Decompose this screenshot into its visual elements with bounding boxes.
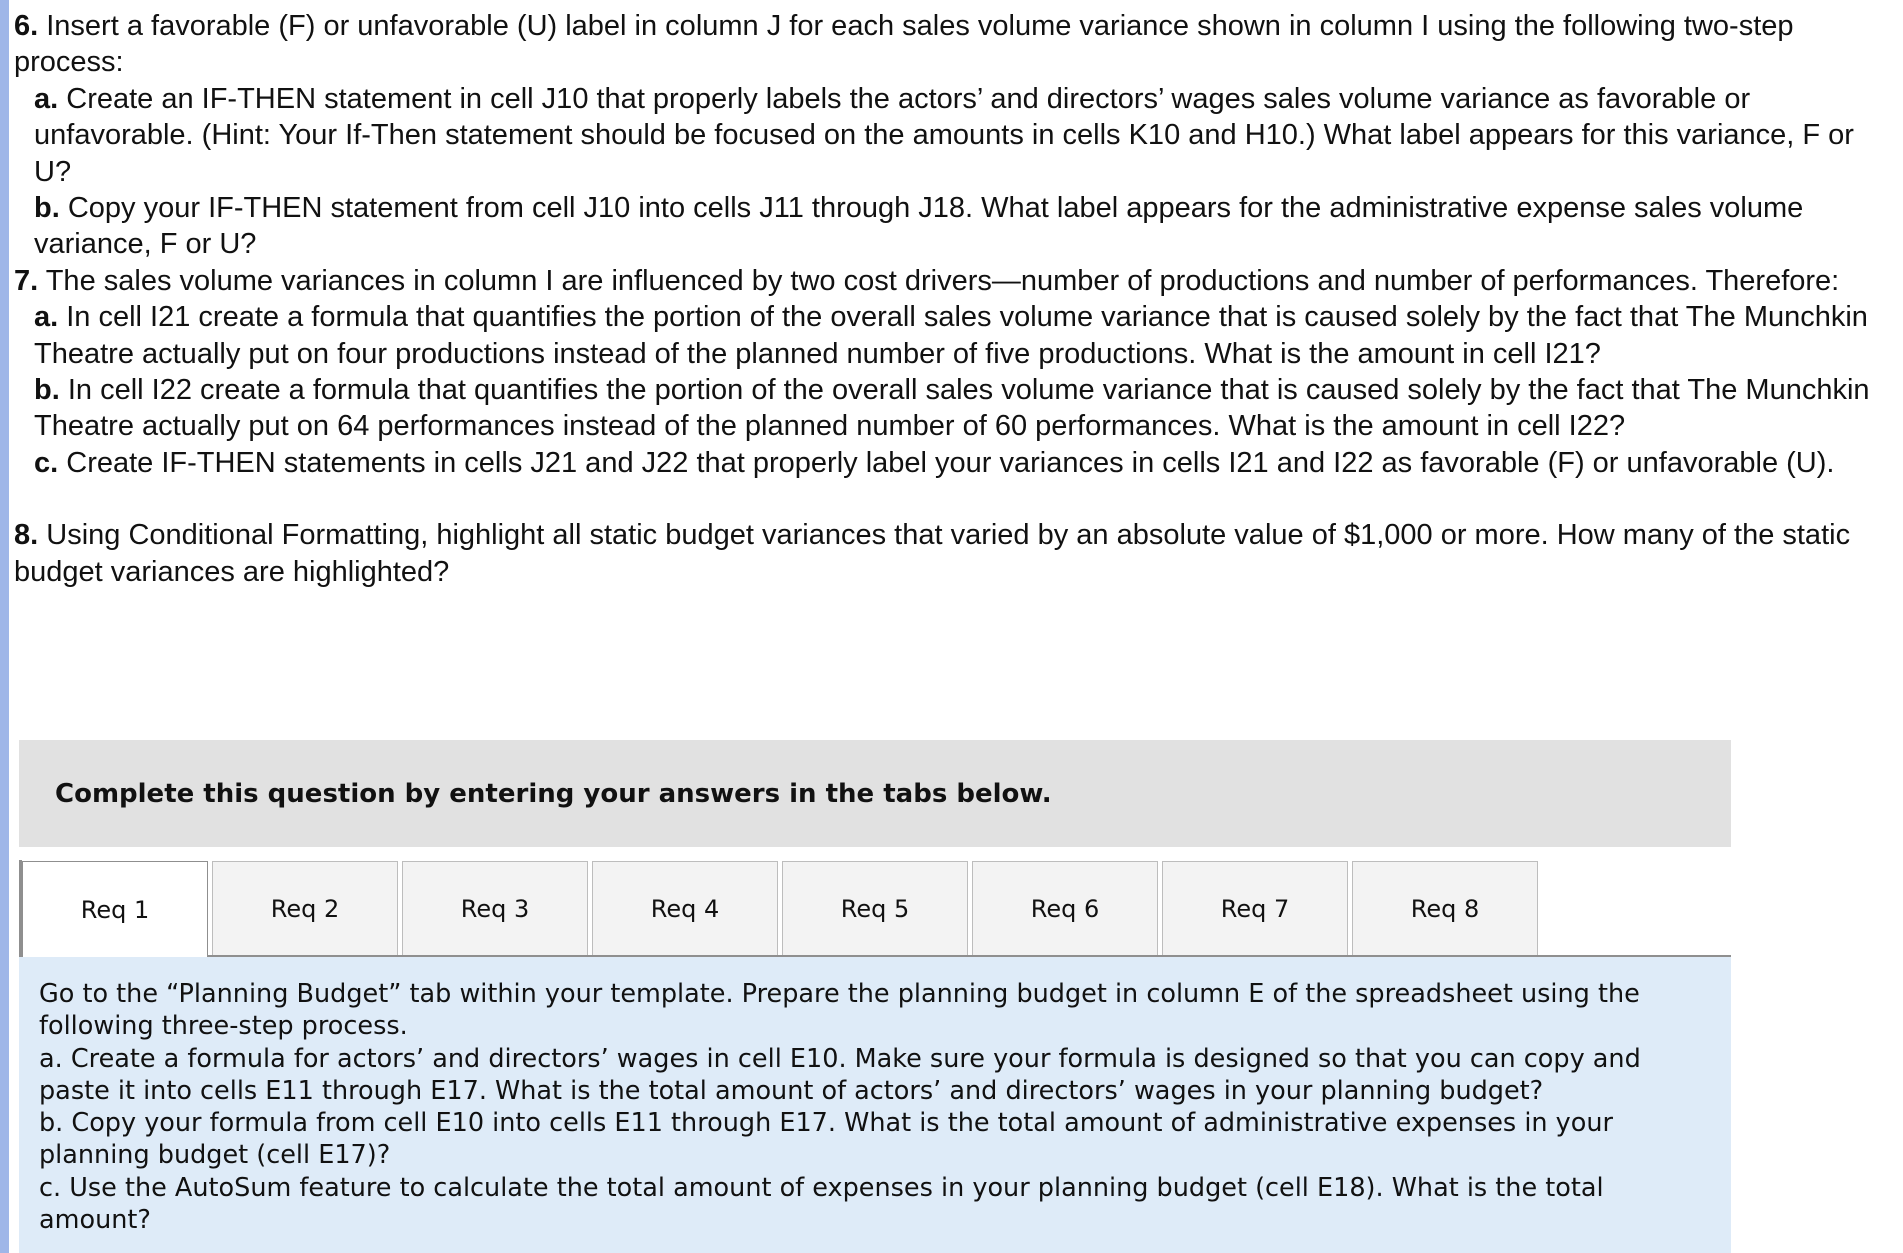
question-7b (14, 372, 1894, 445)
question-6 (14, 8, 1894, 81)
question-6a (14, 81, 1894, 190)
question-7 (14, 263, 1894, 299)
tab-req-5[interactable] (782, 861, 968, 955)
tab-req-7-label: Req 7 (1220, 894, 1290, 923)
tab-req-7[interactable] (1162, 861, 1348, 955)
tab-req-1[interactable] (22, 861, 208, 958)
tab-req-1-label: Req 1 (80, 896, 150, 924)
tab-req-3[interactable] (402, 861, 588, 955)
question-7a (14, 299, 1894, 372)
panel-step-b: b. Copy your formula from cell E10 into cells E11 through E17. What is the total amount of administrative expenses in your planning budget (cell E17)? (39, 1108, 1614, 1171)
question-6b-label: b. (34, 192, 60, 225)
question-6a-label: a. (34, 82, 59, 115)
tab-req-4[interactable] (592, 861, 778, 955)
spacer (14, 481, 1894, 517)
question-7a-text: In cell I21 create a formula that quantifies the portion of the overall sales volume variance that is caused solely by the fact that The Munchkin Theatre actually put on four productions instead of the planned number of five productions. What is the amount in cell I21? (34, 301, 1868, 370)
question-7c-label: c. (34, 446, 59, 479)
question-6b-text: Copy your IF-THEN statement from cell J10 into cells J11 through J18. What label appears for the administrative expense sales volume variance, F or U? (34, 192, 1804, 261)
question-8-text: Using Conditional Formatting, highlight all static budget variances that varied by an absolute value of $1,000 or more. How many of the static budget variances are highlighted? (14, 519, 1851, 588)
question-8-number: 8. (14, 519, 39, 552)
tab-req-8[interactable] (1352, 861, 1538, 955)
question-7b-text: In cell I22 create a formula that quantifies the portion of the overall sales volume variance that is caused solely by the fact that The Munchkin Theatre actually put on 64 performances instead of the planned number of 60 performances. What is the amount in cell I22? (34, 374, 1870, 443)
question-6b (14, 190, 1894, 263)
question-7c-text: Create IF-THEN statements in cells J21 and J22 that properly label your variances in cells I21 and I22 as favorable (F) or unfavorable (U). (58, 446, 1835, 479)
tab-req-3-label: Req 3 (460, 894, 530, 923)
left-accent-rule (0, 0, 9, 1253)
question-6-text: Insert a favorable (F) or unfavorable (U) label in column J for each sales volume variance shown in column I using the following two-step process: (14, 10, 1794, 79)
question-text (14, 8, 1894, 590)
question-6-number: 6. (14, 10, 39, 42)
question-7a-label: a. (34, 301, 59, 334)
tab-panel-req-1 (19, 957, 1731, 1253)
question-8 (14, 517, 1894, 590)
panel-step-c: c. Use the AutoSum feature to calculate the total amount of expenses in your planning budget (cell E18). What is the total amount? (39, 1172, 1604, 1236)
requirement-tabs (22, 861, 1542, 957)
panel-intro: Go to the “Planning Budget” tab within your template. Prepare the planning budget in column E of the spreadsheet using the following three-step process. (39, 979, 1640, 1042)
question-7c (14, 445, 1894, 481)
question-7-text: The sales volume variances in column I are influenced by two cost drivers—number of productions and number of performances. Therefore: (38, 264, 1840, 297)
question-7-number: 7. (14, 264, 39, 297)
tab-req-2-label: Req 2 (270, 894, 340, 923)
instruction-banner (19, 740, 1731, 847)
question-6a-text: Create an IF-THEN statement in cell J10 that properly labels the actors’ and directors’ wages sales volume variance as favorable or unfavorable. (Hint: Your If-Then statement should be focused on the amounts in cells K10 and H10.) What label appears for this variance, F or U? (34, 82, 1854, 188)
tab-req-6[interactable] (972, 861, 1158, 955)
tab-req-2[interactable] (212, 861, 398, 955)
tab-req-8-label: Req 8 (1410, 894, 1480, 923)
tab-req-5-label: Req 5 (840, 894, 910, 923)
question-7b-label: b. (34, 374, 60, 407)
tab-req-6-label: Req 6 (1030, 894, 1100, 923)
panel-step-a: a. Create a formula for actors’ and directors’ wages in cell E10. Make sure your formula is designed so that you can copy and paste it into cells E11 through E17. What is the total amount of actors’ and directors’ wages in your planning budget? (39, 1043, 1641, 1106)
tab-req-4-label: Req 4 (650, 894, 720, 923)
instruction-text: Complete this question by entering your answers in the tabs below. (55, 778, 1052, 809)
